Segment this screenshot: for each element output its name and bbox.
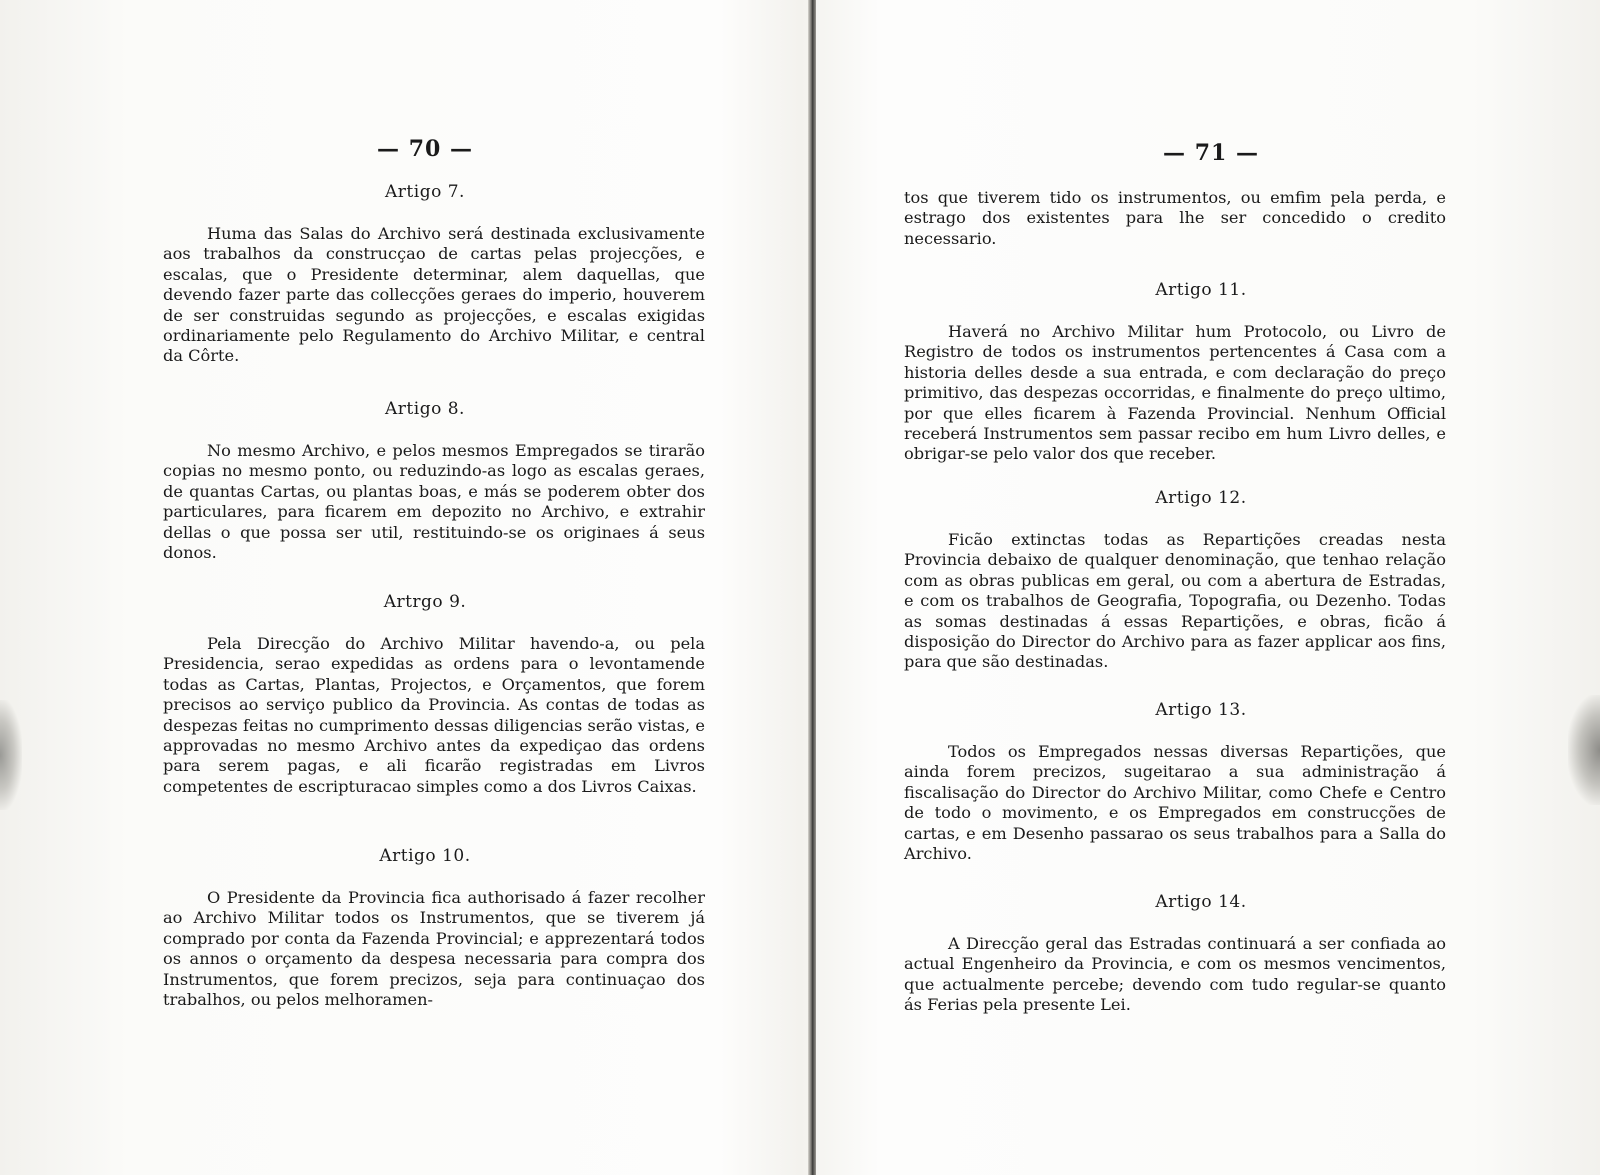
article-11-text: Haverá no Archivo Militar hum Protocolo, ou Livro de Registro de todos os instrumentos pertencentes á Casa com a historia delles desde a sua entrada, e com declaração do preço primitivo, das despezas occorridas, e finalmente do preço ultimo, por que elles ficarem à Fazenda Provincial. Nenhum Official receberá Instrumentos sem passar recibo em hum Livro delles, e obrigar-se pelo valor dos que receber. <box>904 322 1446 464</box>
article-10-continuation: tos que tiverem tido os instrumentos, ou emfim pela perda, e estrago dos existentes para lhe ser concedido o credito necessario. <box>904 188 1446 248</box>
article-11-heading: Artigo 11. <box>1155 280 1247 300</box>
article-9-text: Pela Direcção do Archivo Militar havendo-a, ou pela Presidencia, serao expedidas as ordens para o levontamende todas as Cartas, Plantas, Projectos, e Orçamentos, que forem precisos ao serviço publico da Provincia. As contas de todas as despezas feitas no cumprimento dessas diligencias serão vistas, e approvadas no mesmo Archivo antes da expediçao das ordens para serem pagas, e ali ficarão registradas em Livros competentes de escripturacao simples como a dos Livros Caixas. <box>163 634 705 796</box>
article-9-heading: Artrgo 9. <box>383 592 467 612</box>
article-7-text: Huma das Salas do Archivo será destinada exclusivamente aos trabalhos da construcçao de cartas pelas projecções, e escalas, que o Presidente determinar, alem daquellas, que devendo fazer parte das collecções geraes do imperio, houverem de ser construidas segundo as projecções, e escalas exigidas ordinariamente pelo Regulamento do Archivo Militar, e central da Côrte. <box>163 224 705 366</box>
article-10-heading: Artigo 10. <box>379 846 471 866</box>
article-12-text: Ficão extinctas todas as Repartições creadas nesta Provincia debaixo de qualquer denominação, que tenhao relação com as obras publicas em geral, ou com a abertura de Estradas, e com os trabalhos de Geografia, Topografia, ou Dezenho. Todas as somas destinadas á essas Repartições, e obras, ficão á disposição do Director do Archivo para as fazer applicar aos fins, para que são destinadas. <box>904 530 1446 672</box>
article-8-text: No mesmo Archivo, e pelos mesmos Empregados se tirarão copias no mesmo ponto, ou reduzindo-as logo as escalas geraes, de quantas Cartas, ou plantas boas, e más se poderem obter dos particulares, para ficarem em depozito no Archivo, e extrahir dellas o que possa ser util, restituindo-se os originaes á seus donos. <box>163 441 705 563</box>
article-13-text: Todos os Empregados nessas diversas Repartições, que ainda forem precizos, sugeitarao a sua administração á fiscalisação do Director do Archivo Militar, como Chefe e Centro de todo o movimento, e os Empregados em construcções de cartas, e em Desenho passarao os seus trabalhos para a Salla do Archivo. <box>904 742 1446 864</box>
article-8-heading: Artigo 8. <box>385 399 465 419</box>
book-gutter <box>808 0 816 1175</box>
page-number-left: — 70 — <box>377 136 473 162</box>
right-page <box>816 0 1600 1175</box>
article-14-text: A Direcção geral das Estradas continuará a ser confiada ao actual Engenheiro da Provincia, e com os mesmos vencimentos, que actualmente percebe; devendo com tudo regular-se quanto ás Ferias pela presente Lei. <box>904 934 1446 1015</box>
article-10-text: O Presidente da Provincia fica authorisado á fazer recolher ao Archivo Militar todos os Instrumentos, que se tiverem já comprado por conta da Fazenda Provincial; e apprezentará todos os annos o orçamento da despesa necessaria para compra dos Instrumentos, que forem precizos, seja para continuaçao dos trabalhos, ou pelos melhoramen- <box>163 888 705 1010</box>
page-number-right: — 71 — <box>1163 140 1259 166</box>
article-7-heading: Artigo 7. <box>385 182 465 202</box>
article-13-heading: Artigo 13. <box>1155 700 1247 720</box>
article-12-heading: Artigo 12. <box>1155 488 1247 508</box>
article-14-heading: Artigo 14. <box>1155 892 1247 912</box>
